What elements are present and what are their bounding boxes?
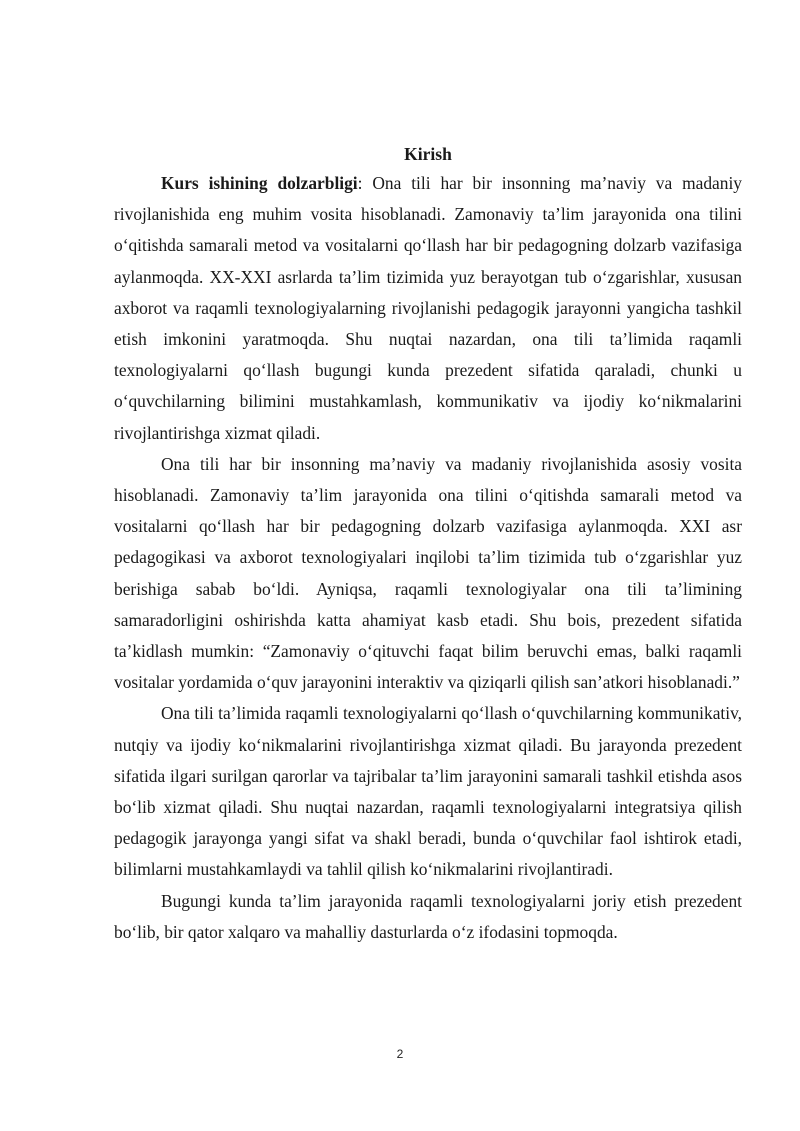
paragraph-2: Ona tili har bir insonning ma’naviy va madaniy rivojlanishida asosiy vosita hisoblanadi. Zamonaviy ta’lim jarayonida ona tilini o‘qitishda samarali metod va vositalarni qo‘llash har bir pedagogning dolzarb vazifasiga aylanmoqda. XXI asr pedagogikasi va axborot texnologiyalari inqilobi ta’lim tizimida tub o‘zgarishlar yuz berishiga sabab bo‘ldi. Ayniqsa, raqamli texnologiyalar ona tili ta’limining samaradorligini oshirishda katta ahamiyat kasb etadi. Shu bois, prezedent sifatida ta’kidlash mumkin: “Zamonaviy o‘qituvchi faqat bilim beruvchi emas, balki raqamli vositalar yordamida o‘quv jarayonini interaktiv va qiziqarli qilish san’atkori hisoblanadi.” <box>114 453 742 693</box>
document-page <box>114 140 742 948</box>
paragraph-3: Ona tili ta’limida raqamli texnologiyalarni qo‘llash o‘quvchilarning kommunikativ, nutqiy va ijodiy ko‘nikmalarini rivojlantirishga xizmat qiladi. Bu jarayonda prezedent sifatida ilgari surilgan qarorlar va tajribalar ta’lim jarayonini samarali tashkil etishda asos bo‘lib xizmat qiladi. Shu nuqtai nazardan, raqamli texnologiyalarni integratsiya qilish pedagogik jarayonga yangi sifat va shakl beradi, bunda o‘quvchilar faol ishtirok etadi, bilimlarni mustahkamlaydi va tahlil qilish ko‘nikmalarini rivojlantiradi. <box>114 703 742 880</box>
paragraph-4: Bugungi kunda ta’lim jarayonida raqamli texnologiyalarni joriy etish prezedent bo‘lib, bir qator xalqaro va mahalliy dasturlarda o‘z ifodasini topmoqda. <box>114 890 742 942</box>
paragraph-1-lead: Kurs ishining dolzarbligi <box>161 173 358 193</box>
paragraph-1 <box>114 168 742 449</box>
page-number: 2 <box>396 1047 404 1061</box>
paragraph-1-text: : Ona tili har bir insonning ma’naviy va madaniy rivojlanishida eng muhim vosita hisoblanadi. Zamonaviy ta’lim jarayonida ona tilini o‘qitishda samarali metod va vositalarni qo‘llash har bir pedagogning dolzarb vazifasiga aylanmoqda. XX-XXI asrlarda ta’lim tizimida yuz berayotgan tub o‘zgarishlar, xususan axborot va raqamli texnologiyalarning rivojlanishi pedagogik jarayonni yangicha tashkil etish imkonini yaratmoqda. Shu nuqtai nazardan, ona tili ta’limida raqamli texnologiyalarni qo‘llash bugungi kunda prezedent sifatida qaraladi, chunki u o‘quvchilarning bilimini mustahkamlash, kommunikativ va ijodiy ko‘nikmalarini rivojlantirishga xizmat qiladi. <box>114 173 742 443</box>
section-heading: Kirish <box>404 144 452 164</box>
